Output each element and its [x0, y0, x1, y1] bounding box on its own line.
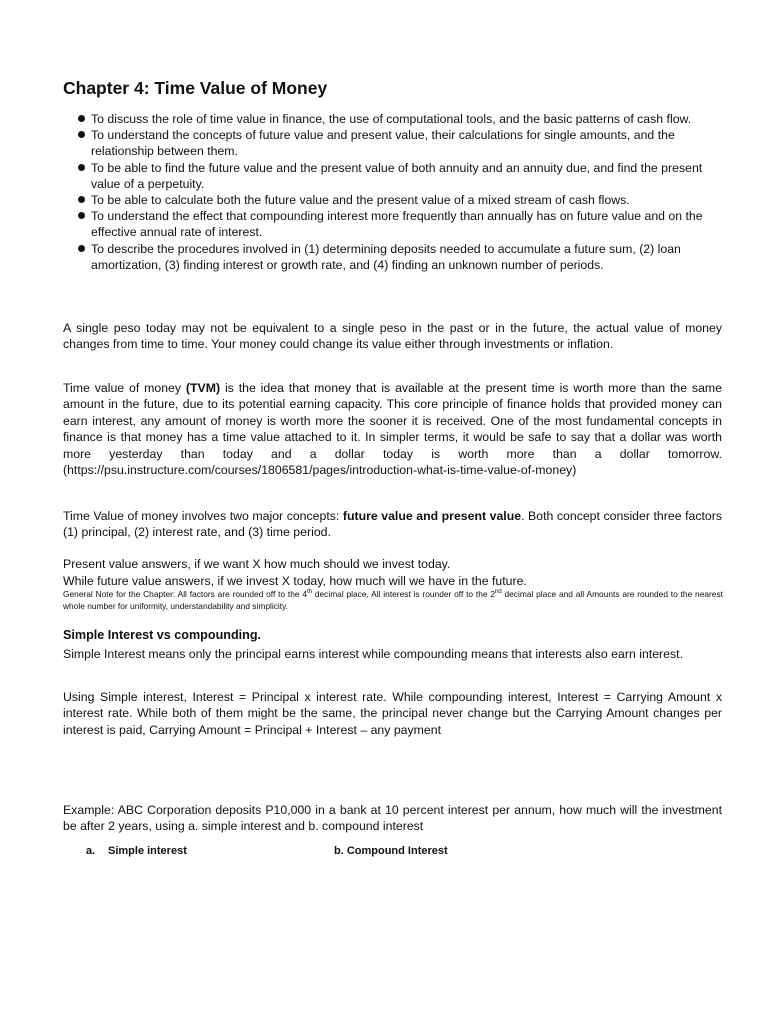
simple-vs-compound-text: Simple Interest means only the principal earns interest while compounding means that interests also earn interest. [63, 647, 683, 661]
concepts-text-start: Time Value of money involves two major concepts: [63, 509, 343, 523]
example-paragraph: Example: ABC Corporation deposits P10,000 in a bank at 10 percent interest per annum, how much will the investment be after 2 years, using a. simple interest and b. compound interest [63, 803, 722, 834]
objective-item [75, 241, 725, 273]
answer-a-label: a. [86, 845, 96, 857]
tvm-text-rest: is the idea that money that is available at the present time is worth more than the same amount in the future, due to its potential earning capacity. This core principle of finance holds that provided money can earn interest, any amount of money is worth more the sooner it is received. One of the most fundamental concepts in finance is that money has a time value attached to it. In simpler terms, it would be safe to say that a dollar was worth more yesterday than today and a dollar today is worth more than a dollar tomorrow. (https://psu.instructure.com/courses/1806581/pages/introduction-what-is-time-value-of-money) [63, 381, 722, 478]
objective-text: To describe the procedures involved in (1) determining deposits needed to accumulate a future sum, (2) loan amortization, (3) finding interest or growth rate, and (4) finding an unknown number of periods. [91, 241, 681, 272]
answer-b: b. Compound Interest [334, 845, 448, 857]
objective-item [75, 127, 725, 159]
tvm-paragraph [63, 380, 722, 478]
concepts-paragraph [63, 508, 722, 541]
bullet-icon [78, 245, 85, 252]
formula-paragraph: Using Simple interest, Interest = Principal x interest rate. While compounding interest, Interest = Carrying Amount x interest rate. While both of them might be the same, the principal never change but the Carrying Amount changes per interest is paid, Carrying Amount = Principal + Interest – any payment [63, 690, 722, 737]
future-value-line: While future value answers, if we invest X today, how much will we have in the future. [63, 574, 527, 588]
objective-text: To understand the effect that compounding interest more frequently than annually has on future value and on the effective annual rate of interest. [91, 209, 703, 240]
bullet-icon [78, 212, 85, 219]
objective-text: To be able to find the future value and the present value of both annuity and an annuity due, and find the present value of a perpetuity. [91, 160, 703, 191]
answer-a-text: Simple interest [108, 845, 187, 857]
bullet-icon [78, 131, 85, 138]
objective-text: To be able to calculate both the future value and the present value of a mixed stream of cash flows. [91, 193, 630, 208]
objective-item [75, 111, 725, 127]
tvm-text-start: Time value of money [63, 381, 186, 395]
bullet-icon [78, 164, 85, 171]
intro-paragraph: A single peso today may not be equivalent to a single peso in the past or in the future, the actual value of money changes from time to time. Your money could change its value either through investments or inflation. [63, 321, 722, 352]
answer-a [86, 845, 187, 857]
bullet-icon [78, 115, 85, 122]
concepts-emphasis: future value and present value [342, 509, 522, 523]
objective-item [75, 192, 725, 208]
tvm-abbreviation: (TVM) [185, 381, 221, 395]
objective-item [75, 160, 725, 192]
bullet-icon [78, 196, 85, 203]
objective-text: To understand the concepts of future value and present value, their calculations for single amounts, and the relationship between them. [91, 128, 675, 159]
section-heading: Simple Interest vs compounding. [63, 628, 262, 642]
present-value-line: Present value answers, if we want X how much should we invest today. [63, 557, 451, 571]
objectives-list [75, 111, 725, 273]
concepts-text-rest: . Both concept consider three factors (1) principal, (2) interest rate, and (3) time period. [63, 509, 722, 540]
objective-text: To discuss the role of time value in finance, the use of computational tools, and the basic patterns of cash flow. [91, 112, 692, 126]
objective-item [75, 208, 725, 240]
general-note: General Note for the Chapter: All factors are rounded off to the 4th decimal place, All interest is rounder off to the 2nd decimal place and all Amounts are rounded to the nearest whole number for uniformity, understandability and simplicity. [63, 589, 723, 612]
chapter-title: Chapter 4: Time Value of Money [63, 78, 328, 98]
